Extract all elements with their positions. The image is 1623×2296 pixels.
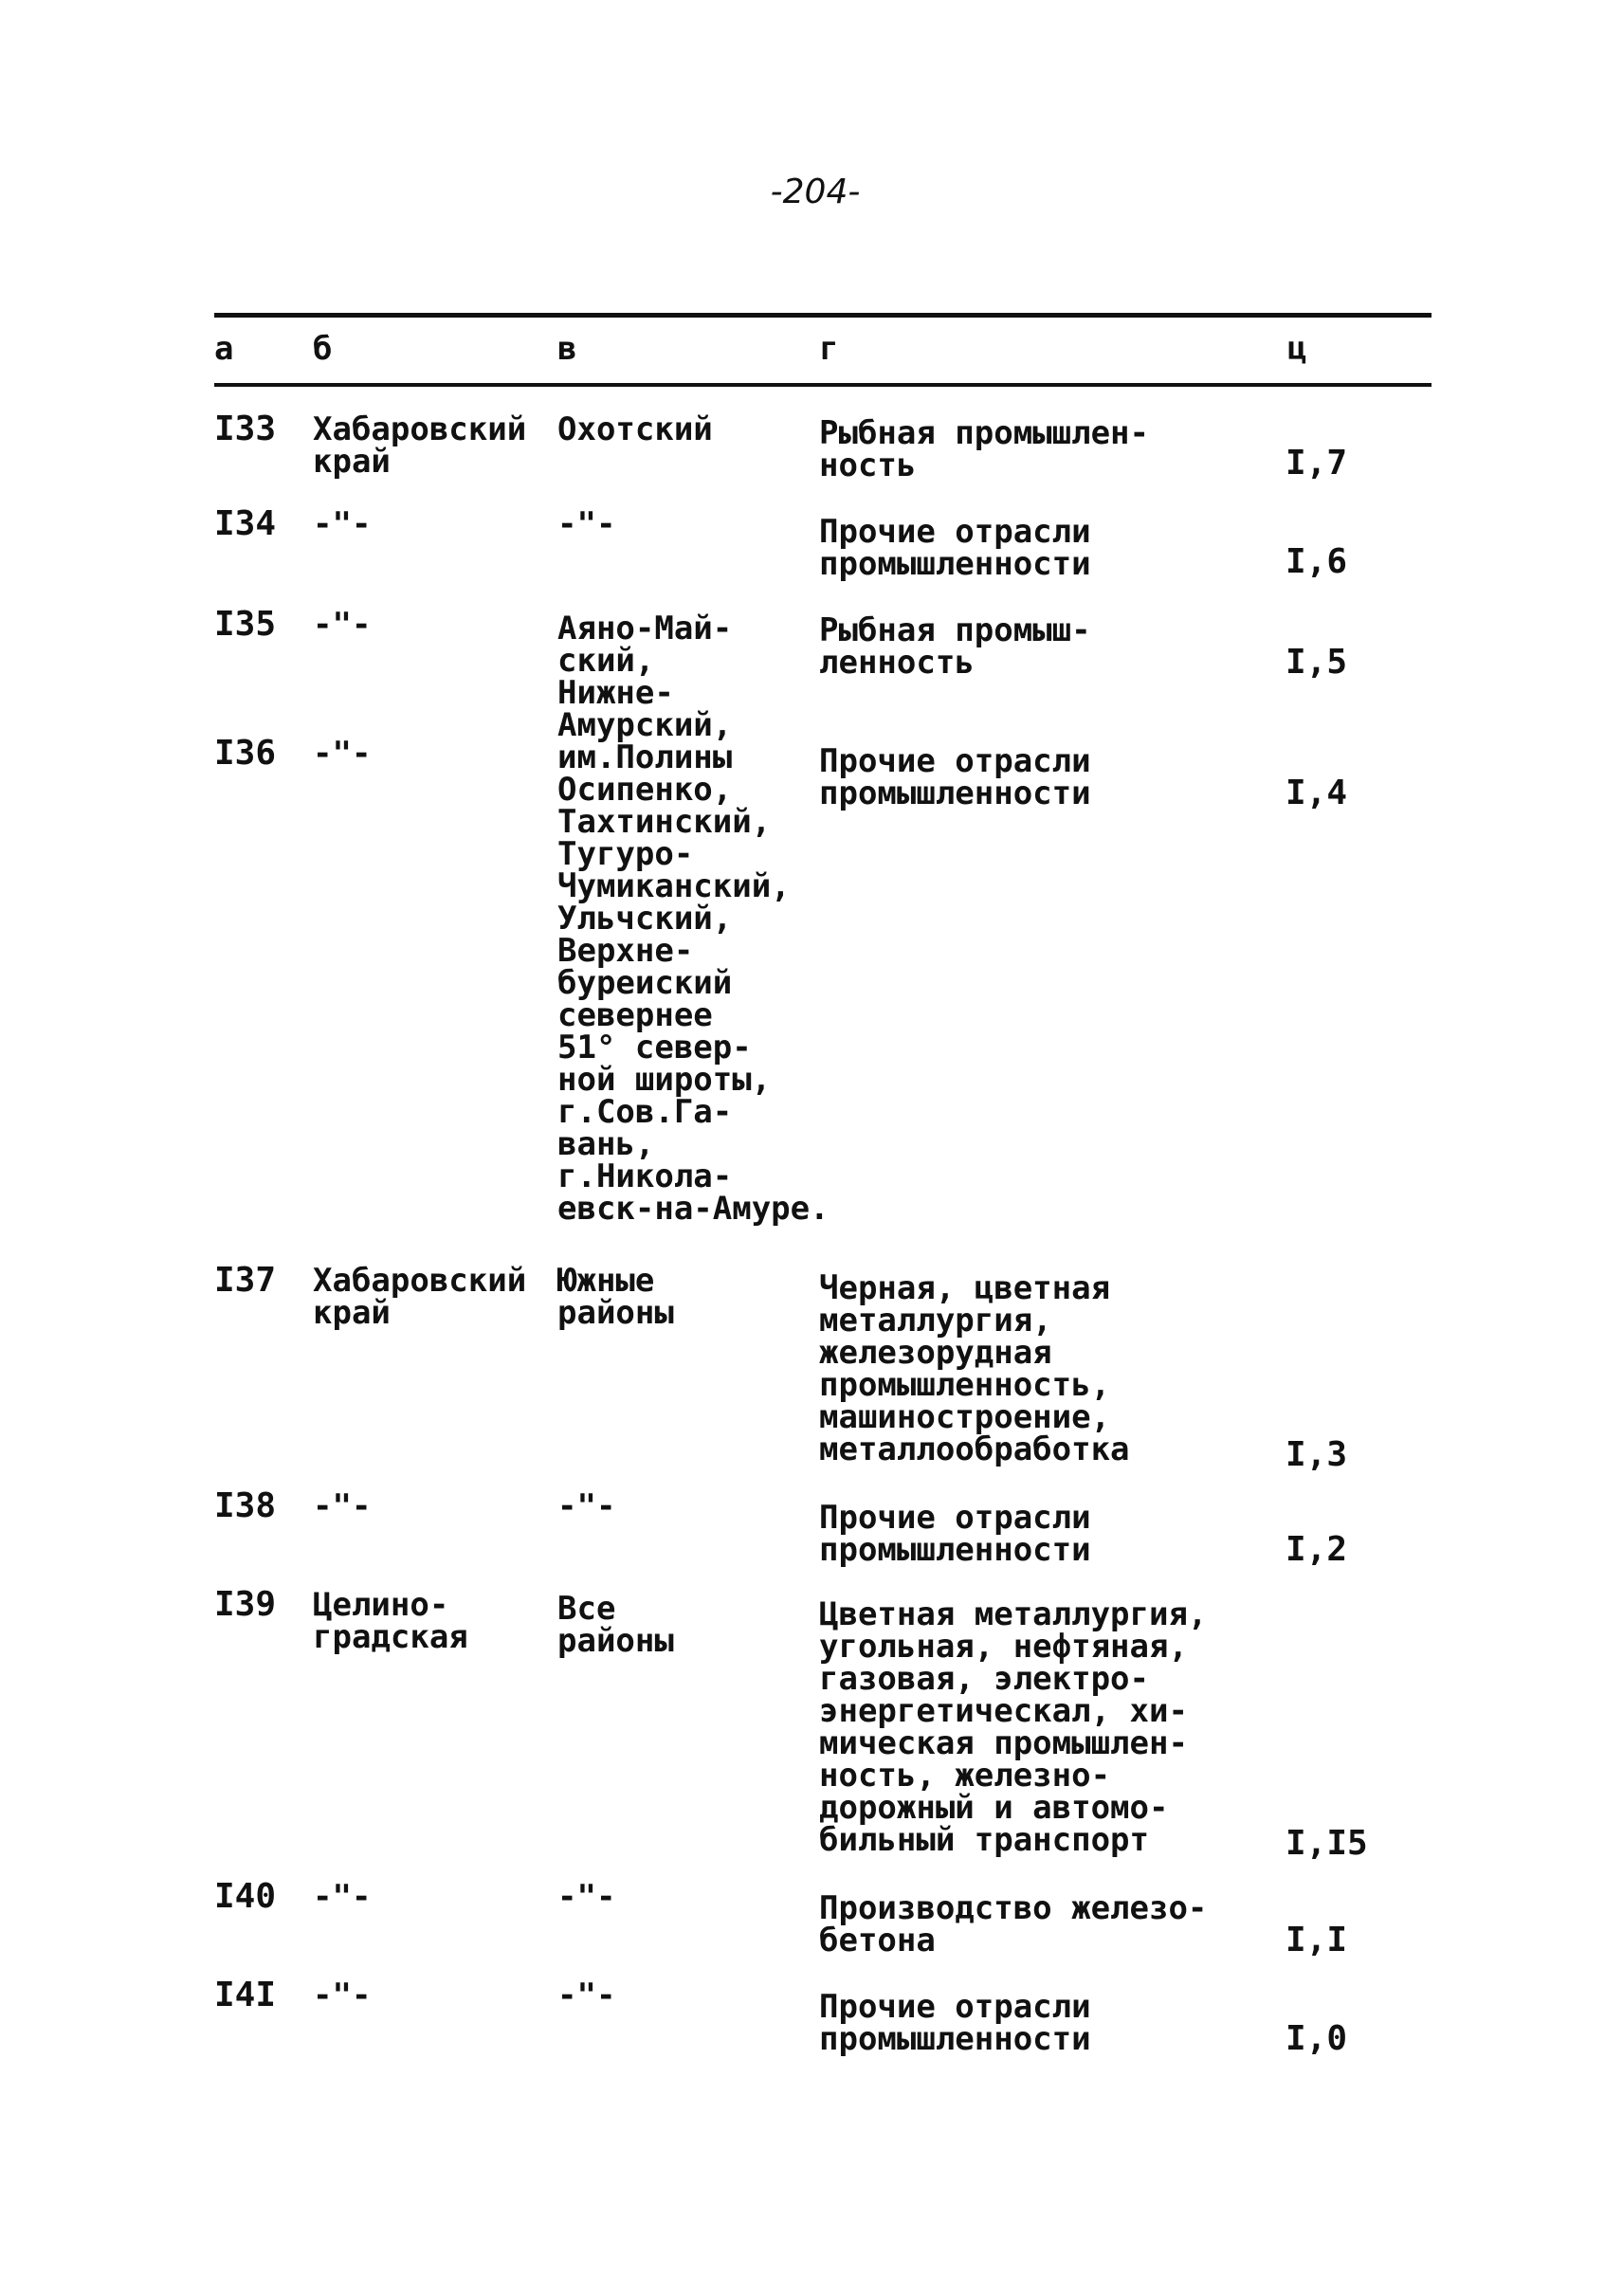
row-region: Хабаровский край bbox=[313, 410, 527, 481]
row-number: I39 bbox=[214, 1585, 277, 1624]
row-district: Аяно-Май- ский, Нижне- Амурский, bbox=[557, 610, 733, 744]
row-district: Южные районы bbox=[557, 1262, 674, 1332]
row-district: -"- bbox=[557, 1977, 616, 2014]
page-number: -204- bbox=[770, 173, 861, 211]
table-top-rule bbox=[214, 313, 1432, 318]
column-header-ts: ц bbox=[1287, 330, 1307, 368]
column-header-a: а bbox=[214, 330, 234, 368]
row-district: -"- bbox=[557, 1878, 616, 1916]
row-district: Все районы bbox=[557, 1590, 674, 1660]
row-coefficient: I,I bbox=[1286, 1921, 1348, 1959]
row-coefficient: I,5 bbox=[1286, 643, 1348, 682]
row-industry: Рыбная промыш- ленность bbox=[819, 611, 1091, 682]
row-coefficient: I,6 bbox=[1286, 542, 1348, 581]
row-number: I37 bbox=[214, 1261, 277, 1300]
row-region: -"- bbox=[313, 606, 372, 644]
table-header-rule bbox=[214, 383, 1432, 387]
row-coefficient: I,2 bbox=[1286, 1530, 1348, 1569]
row-region: -"- bbox=[313, 1977, 372, 2014]
row-region: -"- bbox=[313, 505, 372, 543]
column-header-b: б bbox=[313, 330, 333, 368]
row-region: -"- bbox=[313, 735, 372, 773]
row-coefficient: I,0 bbox=[1286, 2019, 1348, 2058]
row-number: I33 bbox=[214, 410, 277, 448]
row-coefficient: I,I5 bbox=[1286, 1824, 1368, 1863]
row-number: I34 bbox=[214, 504, 277, 543]
row-number: I35 bbox=[214, 605, 277, 644]
row-region: -"- bbox=[313, 1878, 372, 1916]
row-region: Целино- градская bbox=[313, 1586, 468, 1656]
row-coefficient: I,3 bbox=[1286, 1435, 1348, 1474]
row-district: -"- bbox=[557, 1487, 616, 1525]
row-district: им.Полины Осипенко, Тахтинский, Тугуро- Чумиканский, Ульчский, Верхне- буреиский севернее 51° север- ной широты, г.Сов.Га- вань, г.Никола- евск-на-Амуре. bbox=[557, 738, 830, 1228]
row-coefficient: I,4 bbox=[1286, 774, 1348, 812]
row-number: I38 bbox=[214, 1486, 277, 1525]
row-region: Хабаровский край bbox=[313, 1262, 527, 1332]
row-number: I36 bbox=[214, 734, 277, 773]
row-industry: Цветная металлургия, угольная, нефтяная, газовая, электро- энергетическал, хи- мическая промышлен- ность, железно- дорожный и автомо- бильный транспорт bbox=[819, 1595, 1208, 1859]
row-industry: Прочие отрасли промышленности bbox=[819, 513, 1091, 583]
row-industry: Производство железо- бетона bbox=[819, 1889, 1208, 1959]
row-district: Охотский bbox=[557, 410, 713, 448]
column-header-g: г bbox=[819, 330, 839, 368]
row-region: -"- bbox=[313, 1487, 372, 1525]
row-industry: Рыбная промышлен- ность bbox=[819, 414, 1149, 484]
row-number: I4I bbox=[214, 1976, 277, 2014]
column-header-v: в bbox=[557, 330, 577, 368]
row-number: I40 bbox=[214, 1877, 277, 1916]
row-district: -"- bbox=[557, 505, 616, 543]
row-industry: Прочие отрасли промышленности bbox=[819, 1988, 1091, 2058]
row-industry: Черная, цветная металлургия, железорудная промышленность, машиностроение, металлообработка bbox=[819, 1269, 1130, 1468]
row-industry: Прочие отрасли промышленности bbox=[819, 1499, 1091, 1569]
row-industry: Прочие отрасли промышленности bbox=[819, 742, 1091, 812]
row-coefficient: I,7 bbox=[1286, 444, 1348, 483]
